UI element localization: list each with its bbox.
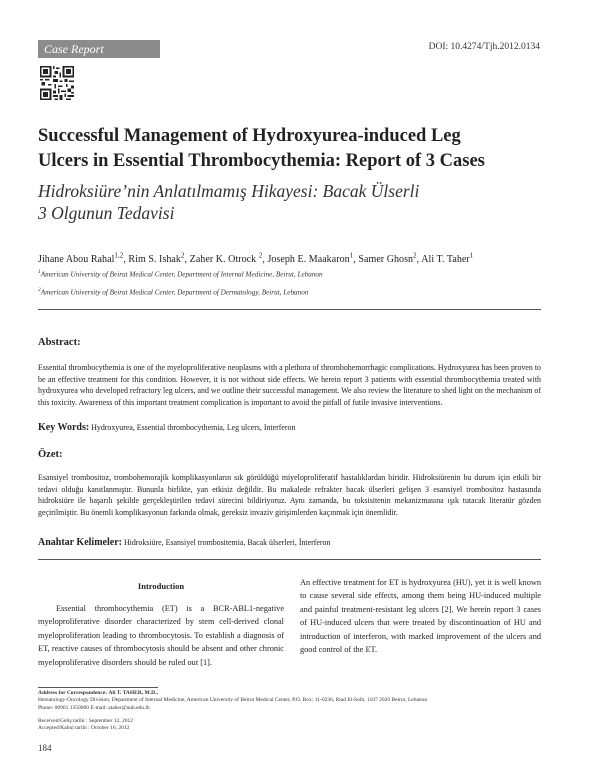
author: Joseph E. Maakaron$^1$, (267, 252, 359, 266)
author: Zaher K. Otrock $^2$, (189, 252, 268, 266)
right-column-text: An effective treatment for ET is hydroxyurea (HU), yet it is well known to cause several side effects, among them being HU-induced multiple and painful treatment-resistant leg ulcers [2]. We herein report 3 cases of HU-induced ulcers that were treated by discontinuation of HU and introduction of interferon, with marked improvement of the ulcers and good control of the ET. (300, 578, 541, 655)
anahtar-kelimeler: Anahtar Kelimeler: Hidroksiüre, Esansiyel trombositemia, Bacak ülserleri, İnterferon (38, 537, 331, 548)
author: Jihane Abou Rahal$^{1,2}$, (38, 252, 129, 266)
footnote-divider (38, 687, 158, 688)
introduction-heading: Introduction (137, 581, 185, 591)
qr-code-icon (40, 66, 74, 100)
subtitle-line-1: Hidroksiüre’nin Anlatılmamış Hikayesi: Bacak Ülserli (38, 181, 420, 201)
article-subtitle-turkish (38, 180, 538, 224)
ozet-heading: Özet: (38, 449, 63, 460)
correspondence-address: Address for Correspondence: Ali T. TAHER, M.D., Hematology-Oncology Division, Department of Internal Medicine, American University of Beirut Medical Center, P.O. Box: 11-0236, Riad El-Solh, 1107 2020 Beirut, Lebanon Phone: 00961 1350000 E-mail: ataher@aub.edu.lb (38, 690, 428, 711)
affiliation-2: $^2$American University of Beirut Medical Center, Department of Dermatology, Beirut, Lebanon (38, 287, 309, 297)
keywords: Key Words: Hydroxyurea, Essential thrombocythemia, Leg ulcers, Interferon (38, 422, 296, 433)
doi-text[interactable]: DOI: 10.4274/Tjh.2012.0134 (428, 42, 540, 52)
article-title (38, 124, 538, 174)
subtitle-line-2: 3 Olgunun Tedavisi (38, 203, 175, 223)
author: Ali T. Taher$^1$ (421, 252, 474, 266)
title-line-1: Successful Management of Hydroxyurea-induced Leg (38, 126, 461, 146)
page-number: 184 (38, 743, 52, 753)
article-type-badge: Case Report (38, 40, 160, 58)
author: Rim S. Ishak$^2$, (128, 252, 190, 266)
affiliation-1: $^1$American University of Beirut Medical Center, Department of Internal Medicine, Beirut, Lebanon (38, 269, 323, 279)
dates: Received/Geliş tarihi : September 12, 2012 Accepted/Kabul tarihi : October 16, 2012 (38, 718, 134, 732)
author-list (38, 252, 473, 265)
ozet-text: Esansiyel trombositoz, trombohemorajik komplikasyonların sık görüldüğü miyeloproliferatif hastalıklardan biridir. Hidroksiürenin bu durum için etkili bir tedavi olduğu kanıtlanmıştır. Bununla birlikte, yan etkisiz değildir. Bu makalede refrakter bacak ülserleri gelişen 3 esansiyel trombositoz hastasında hidroksiüre ile başarılı şekilde gerçekleştirilen tedavi sürecini bildiriyoruz. Aynı zamanda, bu toksisitenin mekanizmasına ışık tutacak literatür gözden geçirilmiştir. Bu önemli komplikasyonun farkında olmak, gereksiz invaziv girişimlerden kaçınmak için önemlidir. (38, 473, 541, 517)
introduction-text: Essential thrombocythemia (ET) is a BCR-ABL1-negative myeloproliferative disorder characterized by stem cell-derived clonal myeloproliferation leading to thrombocytosis. To establish a diagnosis of ET, reactive causes of thrombocytosis should be absent and other chronic myeloproliferative disorders should be ruled out [1]. (38, 604, 284, 667)
divider (38, 309, 541, 310)
abstract-heading: Abstract: (38, 337, 81, 348)
divider (38, 559, 541, 560)
abstract-text: Essential thrombocythemia is one of the myeloproliferative neoplasms with a plethora of thrombohemorrhagic complications. Hydroxyurea has been proven to be an effective treatment for this condition. However, it is not without side effects. We herein report 3 patients with essential thrombocythemia treated with hydroxyurea who developed refractory leg ulcers, and we outline their successful management. We also review the literature to shed light on the mechanism of this toxicity. Awareness of this important treatment complication is important to avoid the pitfall of futile invasive interventions. (38, 363, 541, 407)
title-line-2: Ulcers in Essential Thrombocythemia: Report of 3 Cases (38, 151, 485, 171)
author: Samer Ghosn$^2$, (358, 252, 422, 266)
